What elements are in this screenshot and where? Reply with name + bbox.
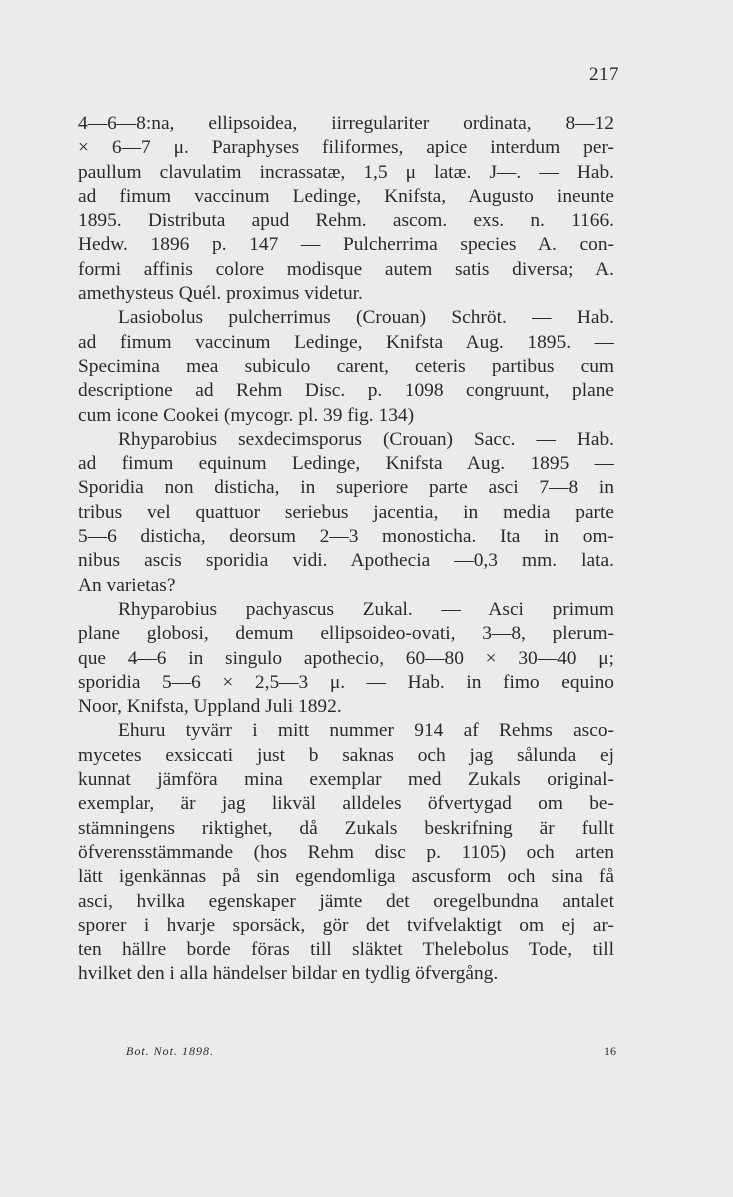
text-line: 4—6—8:na, ellipsoidea, iirregulariter ordinata, 8—12 xyxy=(78,113,614,134)
page-footer xyxy=(126,1044,616,1059)
text-line: 1895. Distributa apud Rehm. ascom. exs. n. 1166. xyxy=(78,210,614,232)
text-line: Sporidia non disticha, in superiore parte asci 7—8 in xyxy=(78,477,614,499)
text-line: asci, hvilka egenskaper jämte det oregelbundna antalet xyxy=(78,890,614,912)
body-text xyxy=(78,112,614,987)
text-line: × 6—7 μ. Paraphyses filiformes, apice interdum per- xyxy=(78,137,614,159)
text-line: ad fimum equinum Ledinge, Knifsta Aug. 1895 — xyxy=(78,453,614,475)
text-line: tribus vel quattuor seriebus jacentia, in media parte xyxy=(78,501,614,523)
page-number: 217 xyxy=(589,64,619,85)
text-line: que 4—6 in singulo apothecio, 60—80 × 30—40 μ; xyxy=(78,647,614,669)
text-line: Rhyparobius sexdecimsporus (Crouan) Sacc. — Hab. xyxy=(118,428,614,450)
text-line: sporidia 5—6 × 2,5—3 μ. — Hab. in fimo equino xyxy=(78,671,614,693)
text-line: 5—6 disticha, deorsum 2—3 monosticha. Ita in om- xyxy=(78,526,614,548)
text-line: ad fimum vaccinum Ledinge, Knifsta Aug. 1895. — xyxy=(78,331,614,353)
text-line: exemplar, är jag likväl alldeles öfvertygad om be- xyxy=(78,793,614,815)
text-line: descriptione ad Rehm Disc. p. 1098 congruunt, plane xyxy=(78,380,614,402)
text-line: öfverensstämmande (hos Rehm disc p. 1105) och arten xyxy=(78,841,614,863)
text-line: Hedw. 1896 p. 147 — Pulcherrima species A. con- xyxy=(78,234,614,256)
text-line: kunnat jämföra mina exemplar med Zukals original- xyxy=(78,769,614,791)
text-line: stämningens riktighet, då Zukals beskrifning är fullt xyxy=(78,817,614,839)
text-line: nibus ascis sporidia vidi. Apothecia —0,3 mm. lata. xyxy=(78,550,614,572)
text-line: ten hällre borde föras till släktet Thelebolus Tode, till xyxy=(78,939,614,961)
footer-sheet-number: 16 xyxy=(604,1044,616,1058)
text-line: Lasiobolus pulcherrimus (Crouan) Schröt. — Hab. xyxy=(118,307,614,329)
text-line: formi affinis colore modisque autem satis diversa; A. xyxy=(78,258,614,280)
text-line: sporer i hvarje sporsäck, gör det tvifvelaktigt om ej ar- xyxy=(78,914,614,936)
text-line: Noor, Knifsta, Uppland Juli 1892. xyxy=(78,696,342,718)
footer-signature: Bot. Not. 1898. xyxy=(126,1044,215,1058)
text-line: amethysteus Quél. proximus videtur. xyxy=(78,283,363,305)
text-line: paullum clavulatim incrassatæ, 1,5 μ latæ. J—. — Hab. xyxy=(78,161,614,183)
text-line: Rhyparobius pachyascus Zukal. — Asci primum xyxy=(118,598,614,620)
text-line: ad fimum vaccinum Ledinge, Knifsta, Augusto ineunte xyxy=(78,185,614,207)
text-line: Specimina mea subiculo carent, ceteris partibus cum xyxy=(78,355,614,377)
text-line: hvilket den i alla händelser bildar en tydlig öfvergång. xyxy=(78,963,499,985)
text-line: lätt igenkännas på sin egendomliga ascusform och sina få xyxy=(78,866,614,888)
text-line: An varietas? xyxy=(78,574,176,596)
text-line: cum icone Cookei (mycogr. pl. 39 fig. 134) xyxy=(78,404,415,426)
text-line: mycetes exsiccati just b saknas och jag sålunda ej xyxy=(78,744,614,766)
text-line: Ehuru tyvärr i mitt nummer 914 af Rehms asco- xyxy=(118,720,614,742)
text-line: plane globosi, demum ellipsoideo-ovati, 3—8, plerum- xyxy=(78,623,614,645)
